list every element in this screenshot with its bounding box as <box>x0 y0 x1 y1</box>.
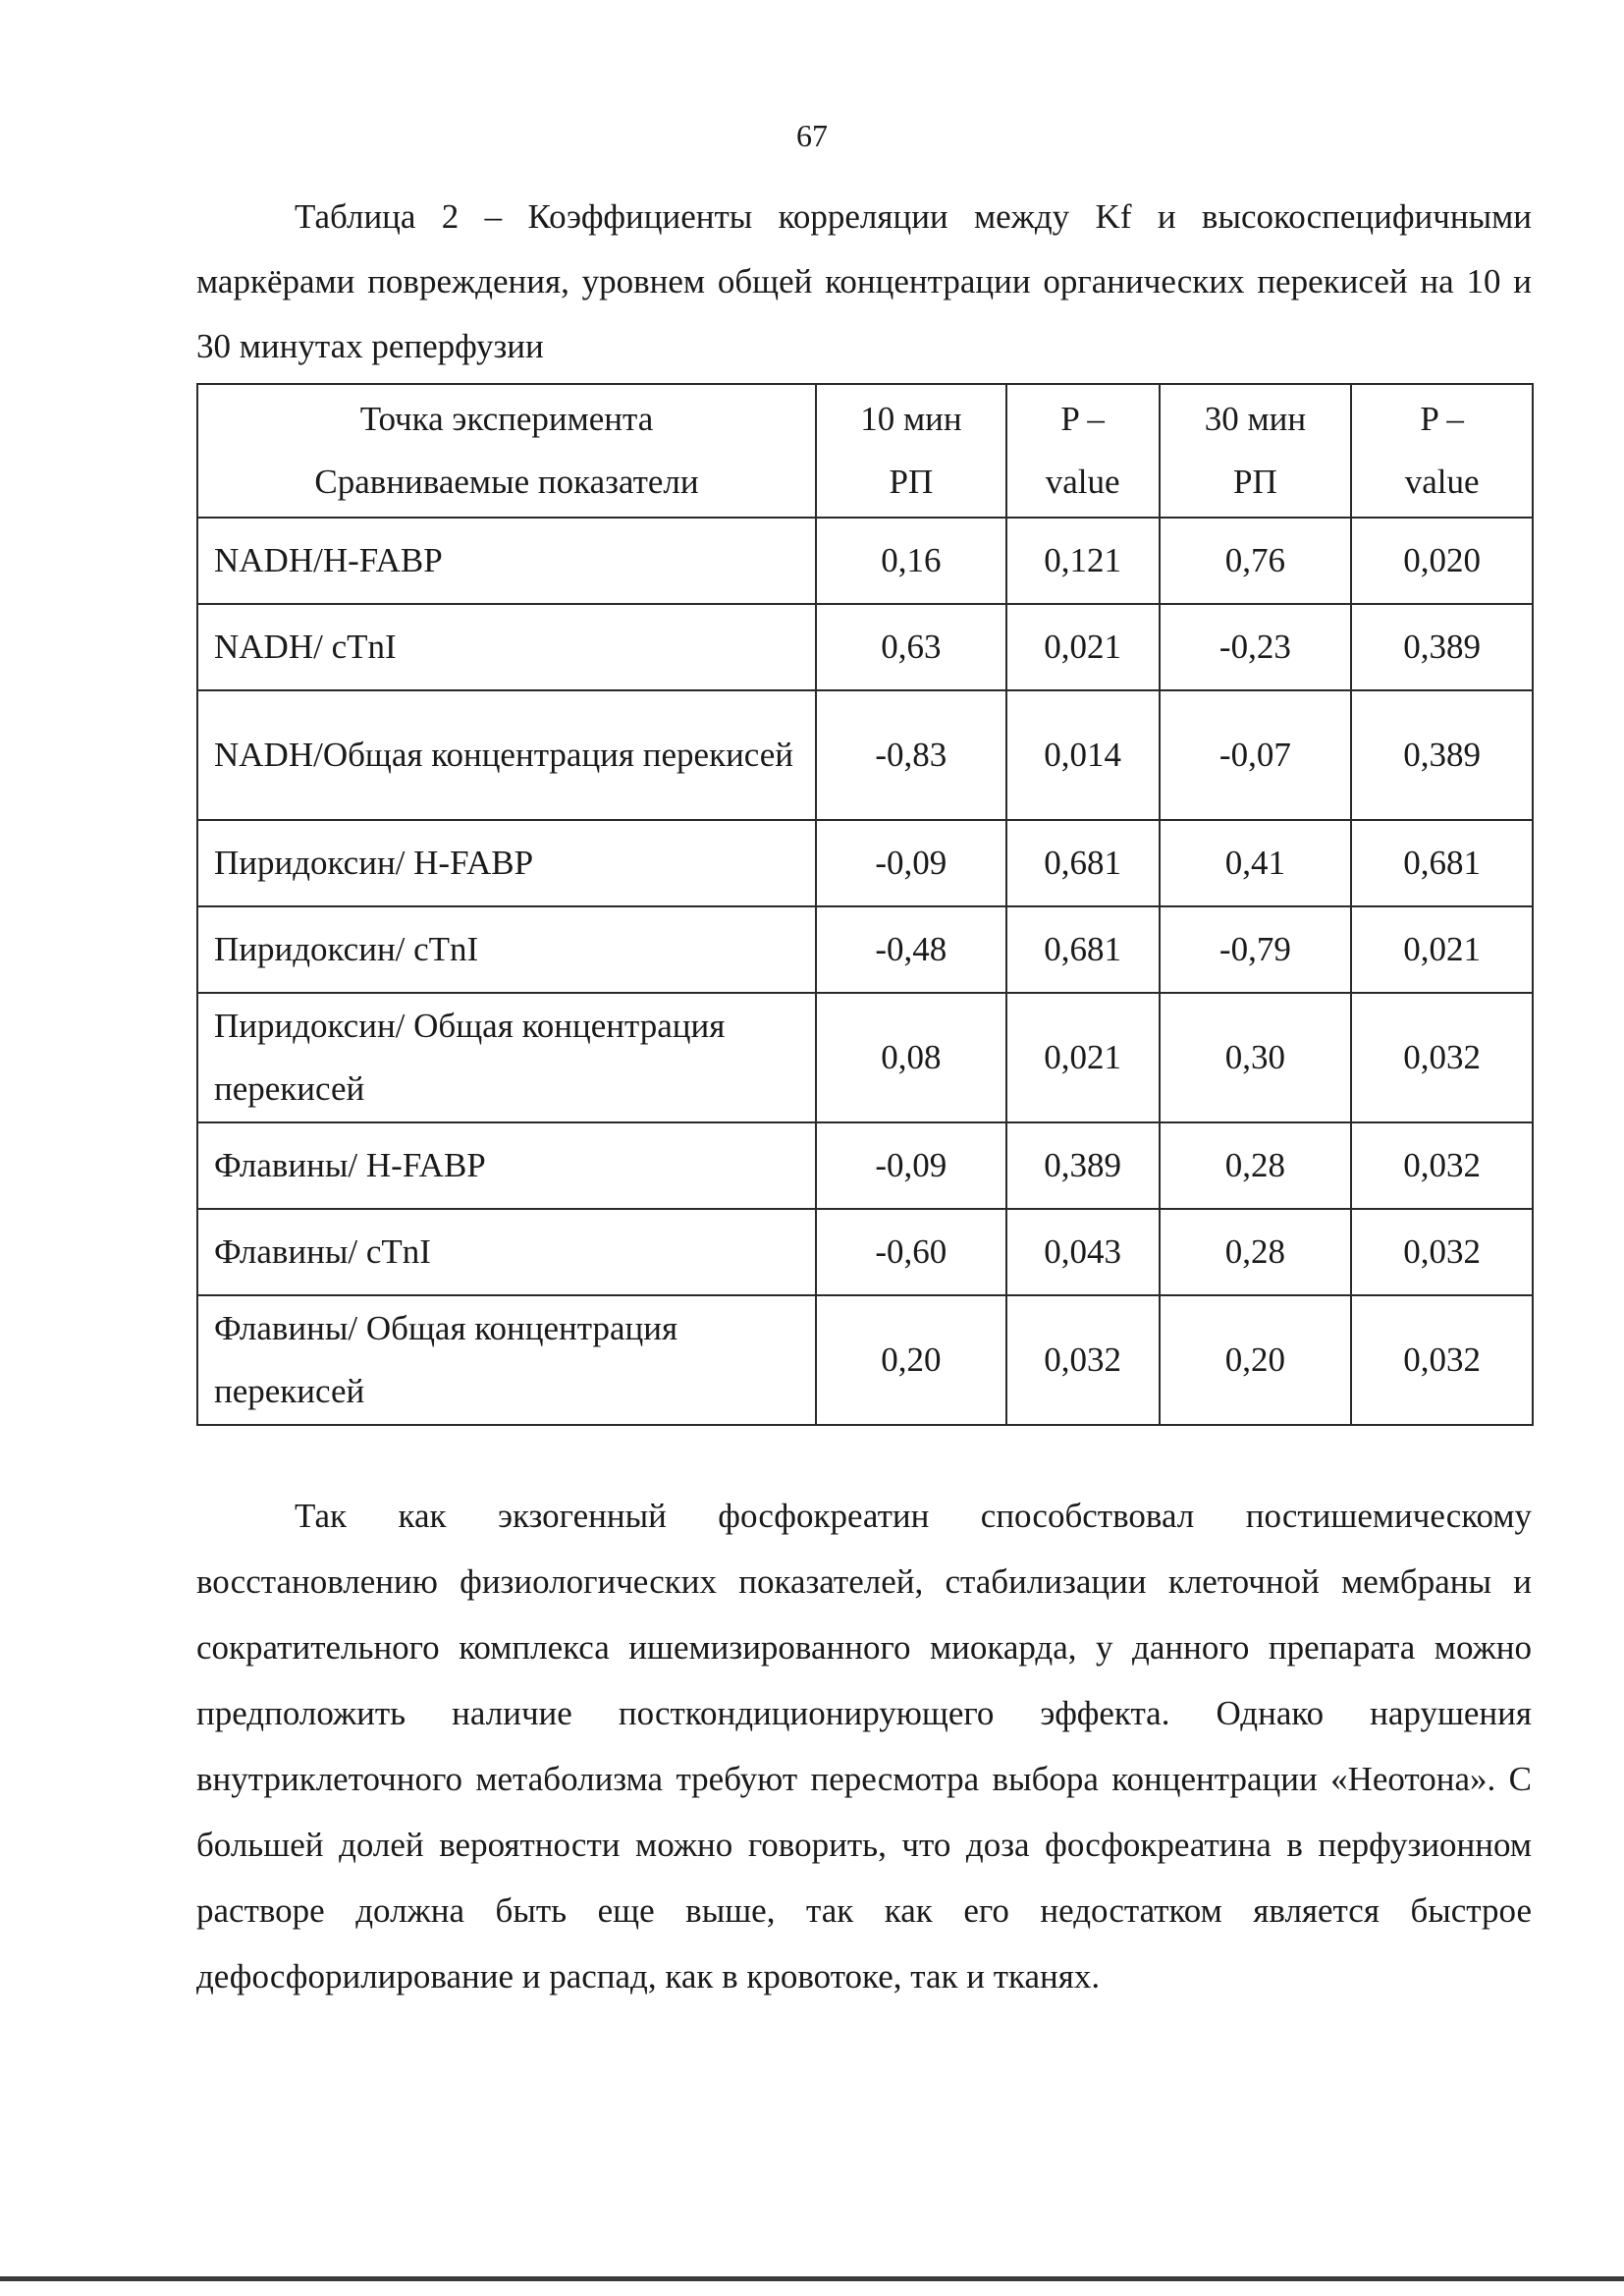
cell-p10: 0,032 <box>1006 1295 1160 1425</box>
row-label: Пиридоксин/ H-FABP <box>197 820 816 906</box>
cell-10min: -0,48 <box>816 906 1006 993</box>
cell-30min: 0,28 <box>1160 1122 1352 1209</box>
header-experiment-point: Точка эксперимента Сравниваемые показатели <box>197 384 816 518</box>
table-row <box>197 518 1533 604</box>
cell-p30: 0,032 <box>1351 1295 1533 1425</box>
row-label: NADH/H-FABP <box>197 518 816 604</box>
cell-10min: -0,83 <box>816 690 1006 820</box>
cell-p30: 0,032 <box>1351 1122 1533 1209</box>
cell-p10: 0,014 <box>1006 690 1160 820</box>
cell-10min: 0,08 <box>816 993 1006 1122</box>
cell-p30: 0,389 <box>1351 690 1533 820</box>
cell-10min: 0,16 <box>816 518 1006 604</box>
header-30min: 30 мин РП <box>1160 384 1352 518</box>
table-caption: Таблица 2 – Коэффициенты корреляции между Kf и высокоспецифичными маркёрами повреждения, уровнем общей концентрации органических перекисей на 10 и 30 минутах реперфузии <box>196 197 1532 365</box>
cell-p30: 0,681 <box>1351 820 1533 906</box>
table-row <box>197 1209 1533 1295</box>
cell-p10: 0,021 <box>1006 993 1160 1122</box>
row-label: Флавины/ Общая концентрация перекисей <box>197 1295 816 1425</box>
cell-p10: 0,121 <box>1006 518 1160 604</box>
cell-10min: -0,09 <box>816 820 1006 906</box>
cell-30min: 0,20 <box>1160 1295 1352 1425</box>
header-10min: 10 мин РП <box>816 384 1006 518</box>
cell-30min: 0,41 <box>1160 820 1352 906</box>
cell-p30: 0,020 <box>1351 518 1533 604</box>
cell-p10: 0,389 <box>1006 1122 1160 1209</box>
body-paragraph: Так как экзогенный фосфокреатин способствовал постишемическому восстановлению физиологических показателей, стабилизации клеточной мембраны и сократительного комплекса ишемизированного миокарда, у данного препарата можно предположить наличие посткондиционирующего эффекта. Однако нарушения внутриклеточного метаболизма требуют пересмотра выбора концентрации «Неотона». С большей долей вероятности можно говорить, что доза фосфокреатина в перфузионном растворе должна быть еще выше, так как его недостатком является быстрое дефосфорилирование и распад, как в кровотоке, так и тканях. <box>196 1497 1532 1995</box>
table-row <box>197 690 1533 820</box>
cell-p10: 0,043 <box>1006 1209 1160 1295</box>
row-label: NADH/Общая концентрация перекисей <box>197 690 816 820</box>
cell-p10: 0,021 <box>1006 604 1160 690</box>
cell-10min: -0,60 <box>816 1209 1006 1295</box>
row-label: Флавины/ cTnI <box>197 1209 816 1295</box>
cell-30min: -0,23 <box>1160 604 1352 690</box>
cell-p30: 0,032 <box>1351 1209 1533 1295</box>
cell-30min: -0,79 <box>1160 906 1352 993</box>
table-row <box>197 1122 1533 1209</box>
row-label: Флавины/ H-FABP <box>197 1122 816 1209</box>
page-number: 67 <box>796 118 828 153</box>
header-p-value-10: P – value <box>1006 384 1160 518</box>
table-row <box>197 820 1533 906</box>
table-header-row <box>197 384 1533 518</box>
cell-10min: 0,20 <box>816 1295 1006 1425</box>
table-row <box>197 1295 1533 1425</box>
correlation-table <box>196 383 1534 1426</box>
cell-30min: -0,07 <box>1160 690 1352 820</box>
cell-10min: -0,09 <box>816 1122 1006 1209</box>
row-label: Пиридоксин/ cTnI <box>197 906 816 993</box>
cell-p30: 0,021 <box>1351 906 1533 993</box>
cell-10min: 0,63 <box>816 604 1006 690</box>
cell-p10: 0,681 <box>1006 906 1160 993</box>
table-row <box>197 604 1533 690</box>
table-row <box>197 993 1533 1122</box>
cell-p10: 0,681 <box>1006 820 1160 906</box>
cell-30min: 0,76 <box>1160 518 1352 604</box>
cell-30min: 0,28 <box>1160 1209 1352 1295</box>
row-label: NADH/ cTnI <box>197 604 816 690</box>
table-row <box>197 906 1533 993</box>
scan-bottom-edge <box>0 2276 1624 2281</box>
cell-p30: 0,032 <box>1351 993 1533 1122</box>
cell-30min: 0,30 <box>1160 993 1352 1122</box>
cell-p30: 0,389 <box>1351 604 1533 690</box>
row-label: Пиридоксин/ Общая концентрация перекисей <box>197 993 816 1122</box>
header-p-value-30: P – value <box>1351 384 1533 518</box>
